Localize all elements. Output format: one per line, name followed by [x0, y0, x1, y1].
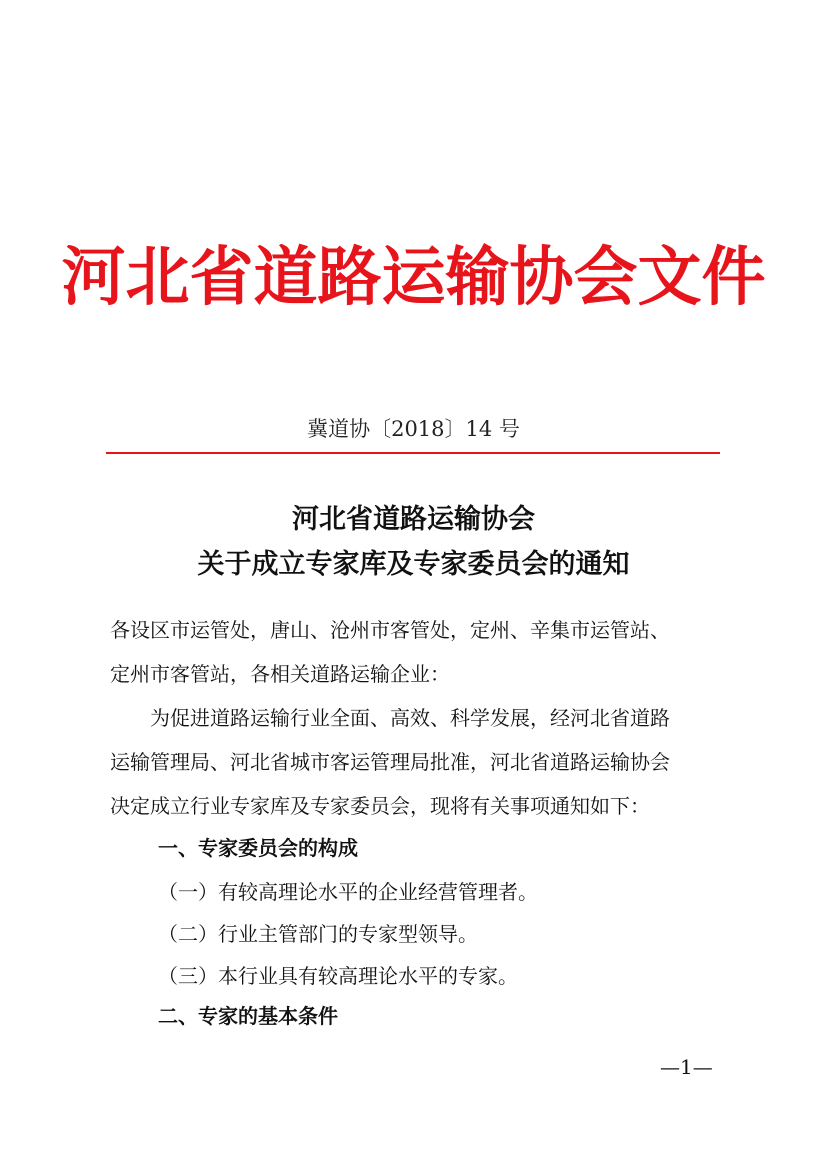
- salutation-line-1: 各设区市运管处，唐山、沧州市客管处，定州、辛集市运管站、: [110, 618, 670, 642]
- notice-title-line-1: 河北省道路运输协会: [292, 504, 535, 535]
- page-number: —1—: [660, 1055, 713, 1079]
- section-1-item-2: （二）行业主管部门的专家型领导。: [158, 922, 478, 946]
- document-number: 冀道协〔2018〕14 号: [307, 417, 520, 441]
- intro-line-3: 决定成立行业专家库及专家委员会，现将有关事项通知如下：: [110, 794, 650, 818]
- section-2-heading: 二、专家的基本条件: [158, 1004, 338, 1028]
- notice-title-line-2: 关于成立专家库及专家委员会的通知: [197, 549, 630, 580]
- document-masthead: 河北省道路运输协会文件: [61, 240, 766, 315]
- intro-line-1: 为促进道路运输行业全面、高效、科学发展，经河北省道路: [150, 706, 670, 730]
- red-divider-line: [106, 452, 720, 454]
- intro-line-2: 运输管理局、河北省城市客运管理局批准，河北省道路运输协会: [110, 750, 670, 774]
- section-1-item-1: （一）有较高理论水平的企业经营管理者。: [158, 880, 538, 904]
- section-1-item-3: （三）本行业具有较高理论水平的专家。: [158, 964, 518, 988]
- salutation-line-2: 定州市客管站，各相关道路运输企业：: [110, 662, 450, 686]
- section-1-heading: 一、专家委员会的构成: [158, 836, 358, 860]
